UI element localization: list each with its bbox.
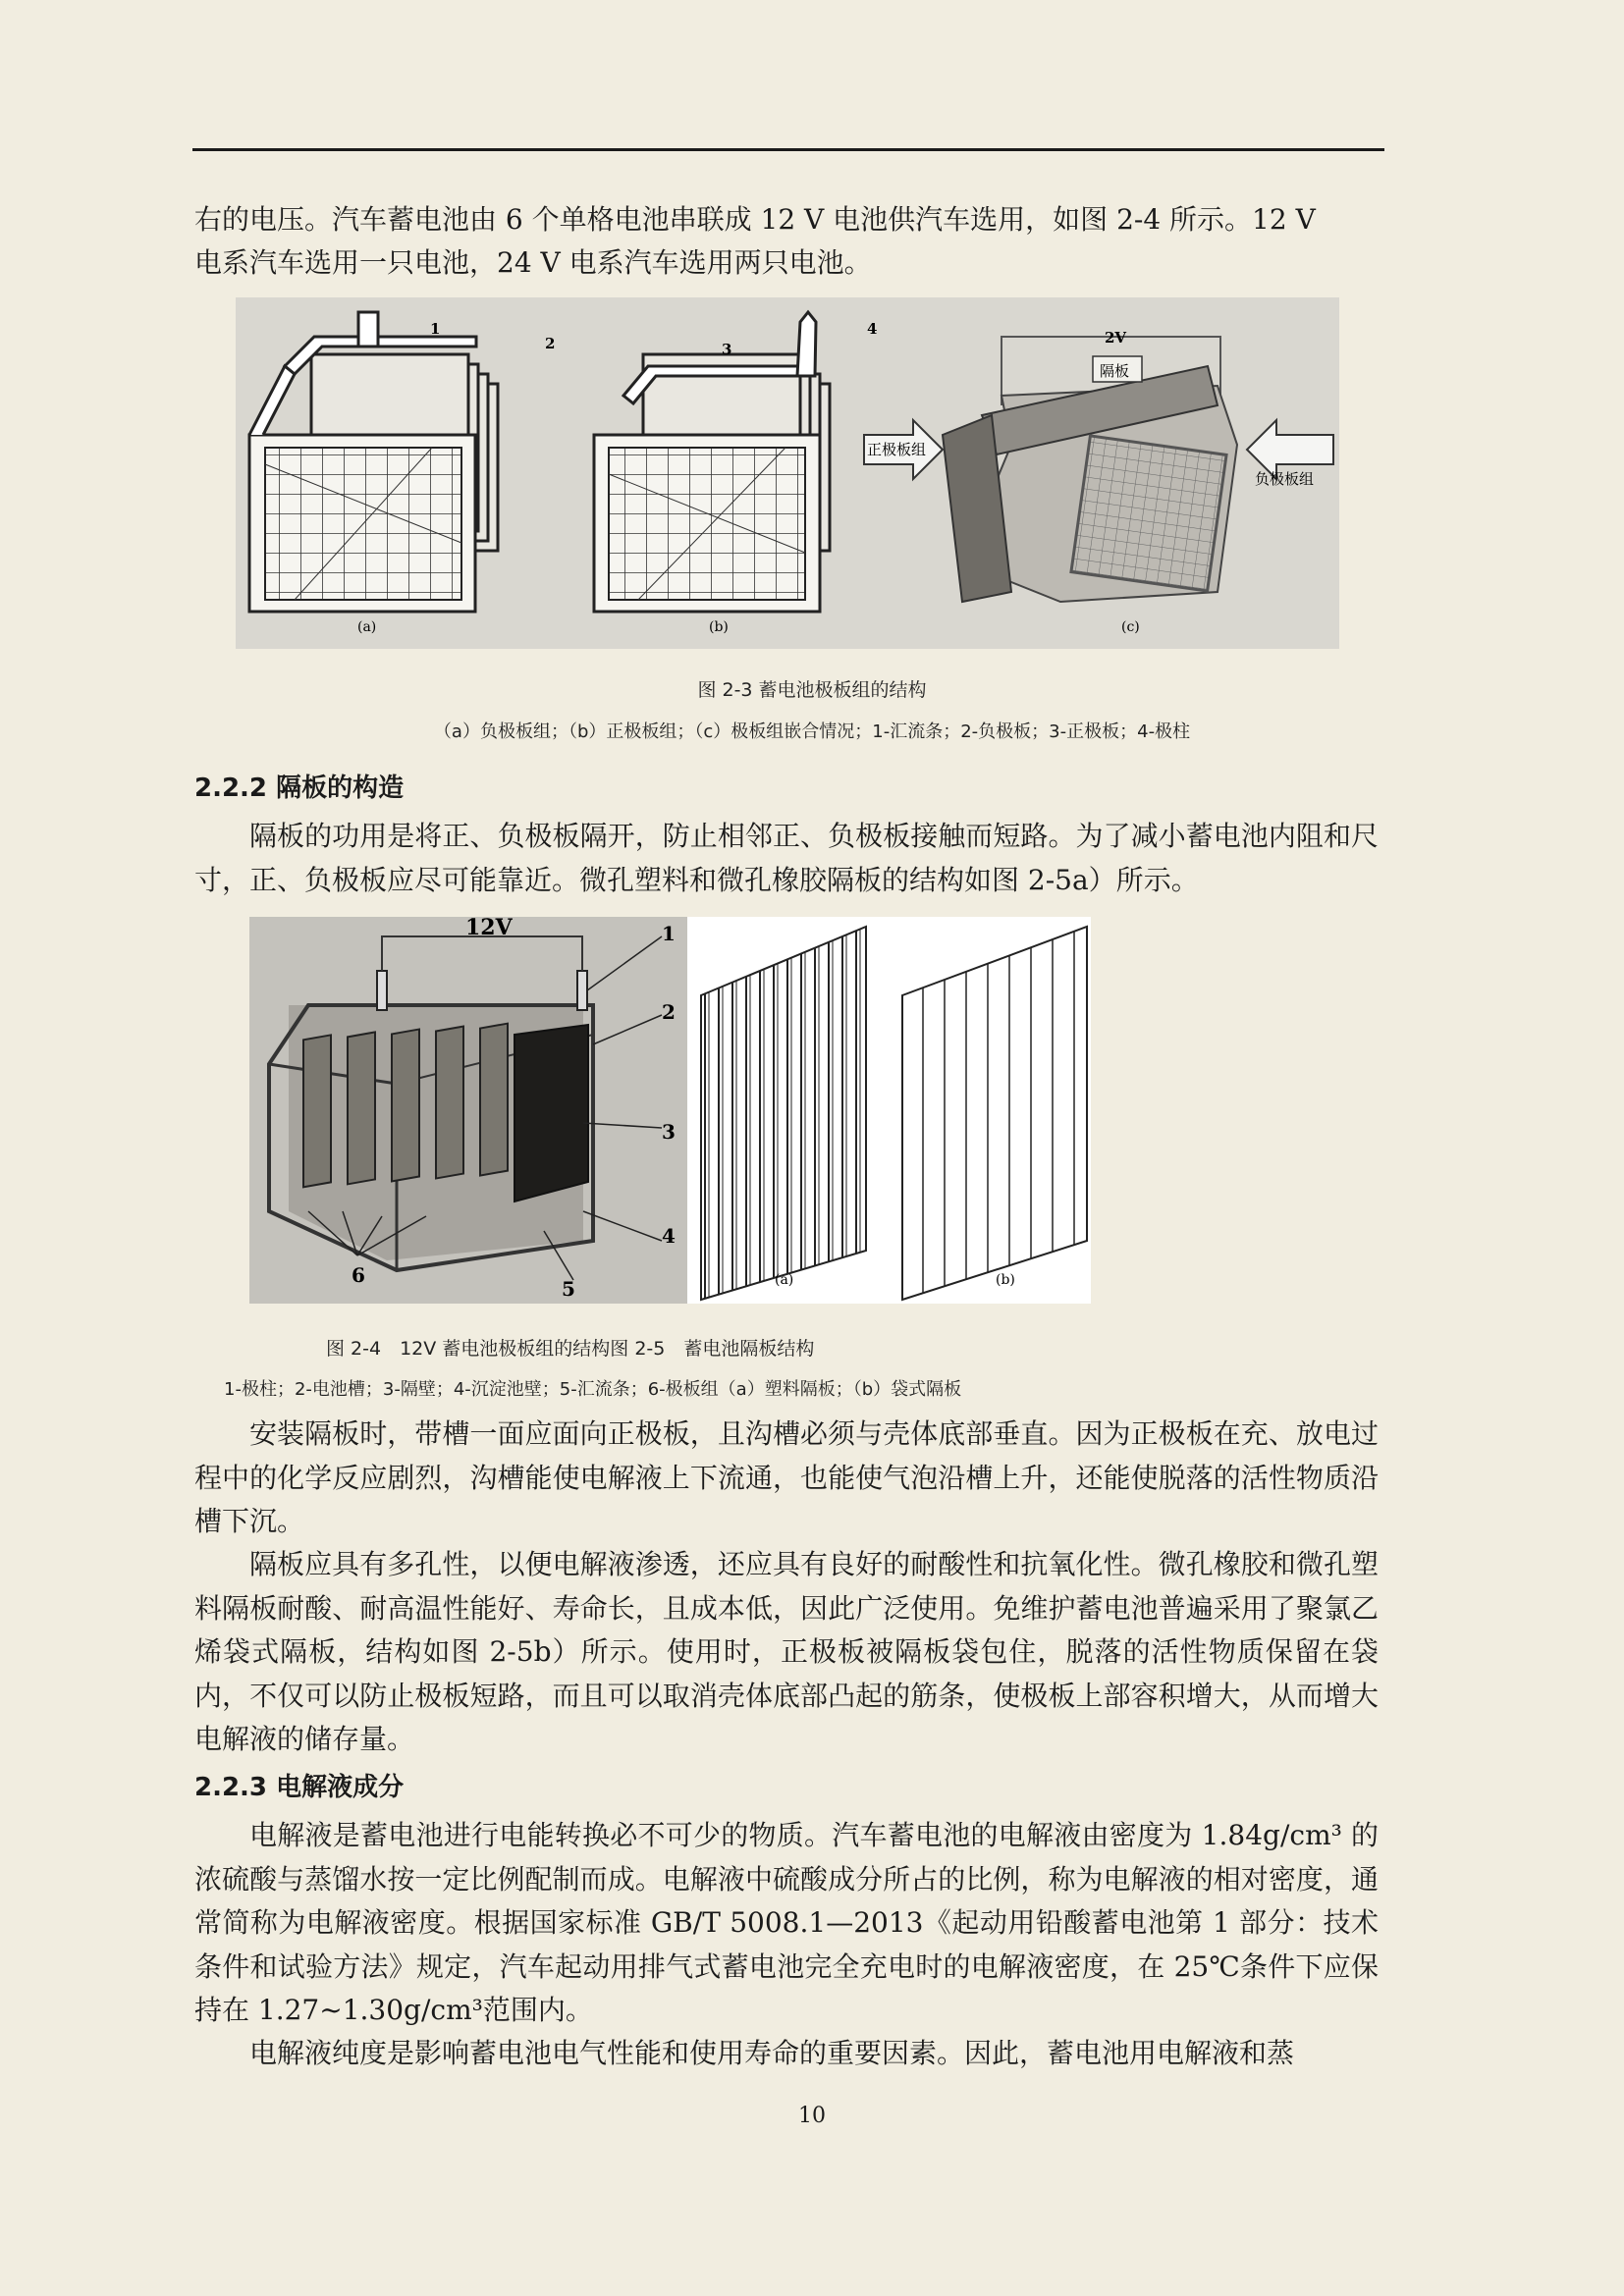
- fig24-note: 1-极柱；2-电池槽；3-隔壁；4-沉淀池壁；5-汇流条；6-极板组（a）塑料隔板；（b）袋式隔板: [224, 1379, 962, 1400]
- fig23-callout-3: 3: [722, 341, 732, 358]
- fig24-voltage-label: 12V: [465, 917, 513, 940]
- fig23-caption: 图 2-3 蓄电池极板组的结构: [697, 679, 927, 701]
- section-heading-2-2-3: 2.2.3 电解液成分: [194, 1773, 405, 1802]
- intro-line-1: 右的电压。汽车蓄电池由 6 个单格电池串联成 12 V 电池供汽车选用，如图 2-4 所示。12 V: [194, 203, 1316, 236]
- fig24-callout-4: 4: [662, 1224, 676, 1248]
- fig24-callout-3: 3: [662, 1120, 676, 1144]
- porosity-paragraph: 隔板应具有多孔性，以便电解液渗透，还应具有良好的耐酸性和抗氧化性。微孔橡胶和微孔塑料隔板耐酸、耐高温性能好、寿命长，且成本低，因此广泛使用。免维护蓄电池普遍采用了聚氯乙烯袋式隔板，结构如图 2-5b）所示。使用时，正极板被隔板袋包住，脱落的活性物质保留在袋内，不仅可以防止极板短路，而且可以取消壳体底部凸起的筋条，使极板上部容积增大，从而增大电解液的储存量。: [194, 1548, 1379, 1755]
- fig24-callout-5: 5: [562, 1277, 575, 1301]
- battery-cutaway-diagram: [249, 917, 687, 1304]
- fig24-callout-2: 2: [662, 1000, 676, 1024]
- fig23-callout-4: 4: [867, 320, 878, 338]
- fig25-sublabel-b: (b): [996, 1272, 1015, 1288]
- section-heading-2-2-2: 2.2.2 隔板的构造: [194, 774, 405, 803]
- fig23-negative-group-label: 负极板组: [1255, 470, 1315, 488]
- fig23-voltage-label: 2V: [1105, 329, 1127, 347]
- fig23-note: （a）负极板组；（b）正极板组；（c）极板组嵌合情况；1-汇流条；2-负极板；3-正极板；4-极柱: [433, 721, 1191, 742]
- fig23-sublabel-c: (c): [1121, 619, 1140, 635]
- fig23-sublabel-a: (a): [357, 619, 377, 635]
- header-rule: [192, 148, 1384, 151]
- fig24-callout-6: 6: [352, 1263, 365, 1287]
- fig24-callout-1: 1: [662, 922, 676, 945]
- intro-line-2: 电系汽车选用一只电池，24 V 电系汽车选用两只电池。: [194, 246, 872, 279]
- fig23-callout-1: 1: [430, 320, 441, 338]
- electrolyte-paragraph: 电解液是蓄电池进行电能转换必不可少的物质。汽车蓄电池的电解液由密度为 1.84g/cm³ 的浓硫酸与蒸馏水按一定比例配制而成。电解液中硫酸成分所占的比例，称为电解液的相对密度，通常简称为电解液密度。根据国家标准 GB/T 5008.1—2013《起动用铅酸蓄电池第 1 部分：技术条件和试验方法》规定，汽车起动用排气式蓄电池完全充电时的电解液密度，在 25℃条件下应保持在 1.27~1.30g/cm³范围内。: [194, 1819, 1379, 2026]
- fig23-sublabel-b: (b): [709, 619, 729, 635]
- install-paragraph: 安装隔板时，带槽一面应面向正极板，且沟槽必须与壳体底部垂直。因为正极板在充、放电过程中的化学反应剧烈，沟槽能使电解液上下流通，也能使气泡沿槽上升，还能使脱落的活性物质沿槽下沉。: [194, 1417, 1379, 1537]
- figure-2-4-2-5: [249, 917, 1091, 1304]
- fig23-positive-group-label: 正极板组: [867, 441, 927, 458]
- fig25-sublabel-a: (a): [775, 1272, 794, 1288]
- purity-paragraph: 电解液纯度是影响蓄电池电气性能和使用寿命的重要因素。因此，蓄电池用电解液和蒸: [249, 2037, 1295, 2069]
- figure-2-3: [236, 297, 1339, 649]
- fig23-separator-label: 隔板: [1100, 362, 1130, 380]
- fig23-callout-2: 2: [545, 335, 556, 352]
- separator-intro-paragraph: 隔板的功用是将正、负极板隔开，防止相邻正、负极板接触而短路。为了减小蓄电池内阻和尺寸，正、负极板应尽可能靠近。微孔塑料和微孔橡胶隔板的结构如图 2-5a）所示。: [194, 820, 1379, 896]
- page-number: 10: [798, 2104, 826, 2128]
- fig24-caption: 图 2-4 12V 蓄电池极板组的结构图 2-5 蓄电池隔板结构: [326, 1338, 815, 1360]
